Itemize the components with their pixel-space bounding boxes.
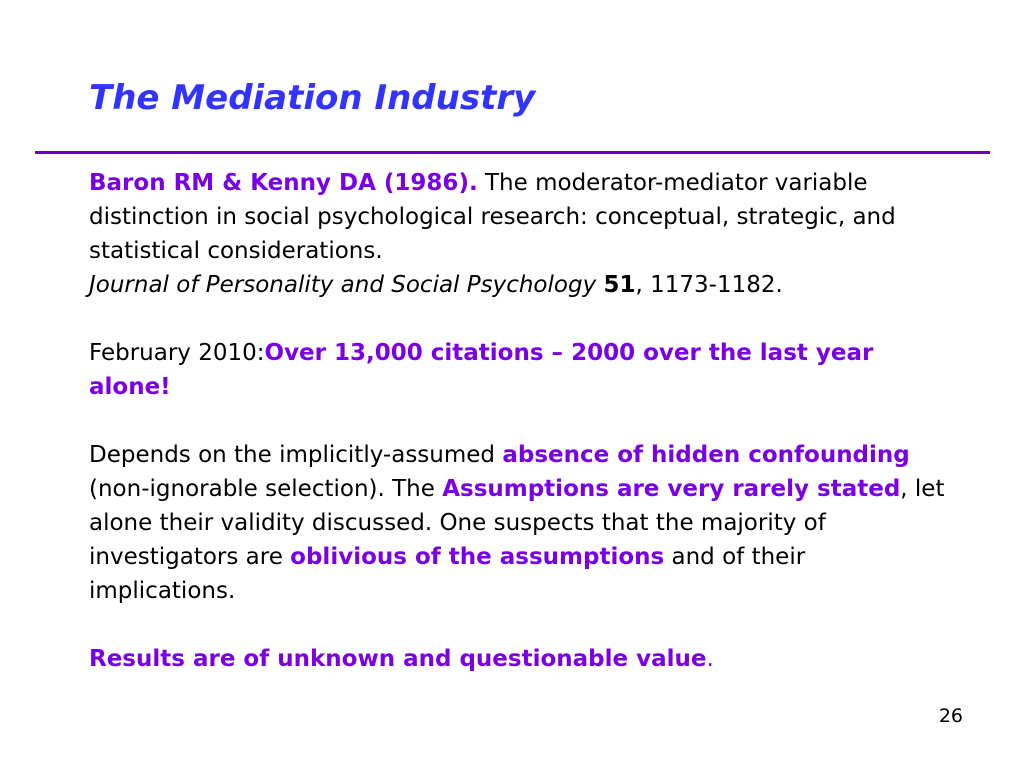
slide-number: 26 — [938, 705, 963, 727]
assumptions-stated-highlight: Assumptions are very rarely stated — [442, 476, 901, 502]
assumptions-text-1: Depends on the implicitly-assumed — [89, 442, 503, 468]
conclusion-paragraph — [89, 642, 949, 676]
assumptions-text-2: (non-ignorable selection). The — [89, 476, 443, 502]
citations-paragraph — [89, 336, 949, 404]
reference-journal: Journal of Personality and Social Psychology — [89, 272, 597, 298]
paragraph-spacer — [89, 302, 949, 336]
paragraph-spacer — [89, 404, 949, 438]
citations-highlight: Over 13,000 citations – 2000 over the last year alone! — [89, 340, 874, 400]
slide-body — [89, 166, 949, 676]
oblivious-highlight: oblivious of the assumptions — [290, 544, 665, 570]
conclusion-highlight: Results are of unknown and questionable value — [89, 646, 707, 672]
assumptions-paragraph — [89, 438, 949, 608]
citations-date: February 2010: — [89, 340, 265, 366]
reference-pages: , 1173-1182. — [635, 272, 783, 298]
hidden-confounding-highlight: absence of hidden confounding — [502, 442, 910, 468]
reference-volume: 51 — [603, 272, 636, 298]
title-divider — [35, 151, 990, 154]
assumptions-text-4: and of their implications. — [89, 544, 806, 604]
assumptions-text-3: , let alone their validity discussed. One suspects that the majority of investigators are — [89, 476, 945, 570]
slide-title: The Mediation Industry — [89, 78, 536, 118]
reference-authors: Baron RM & Kenny DA (1986). — [89, 170, 478, 196]
paragraph-spacer — [89, 608, 949, 642]
reference-article-title: The moderator-mediator variable distinction in social psychological research: conceptual, strategic, and statistical considerations. — [89, 170, 896, 264]
reference-paragraph — [89, 166, 949, 302]
conclusion-period: . — [706, 646, 714, 672]
